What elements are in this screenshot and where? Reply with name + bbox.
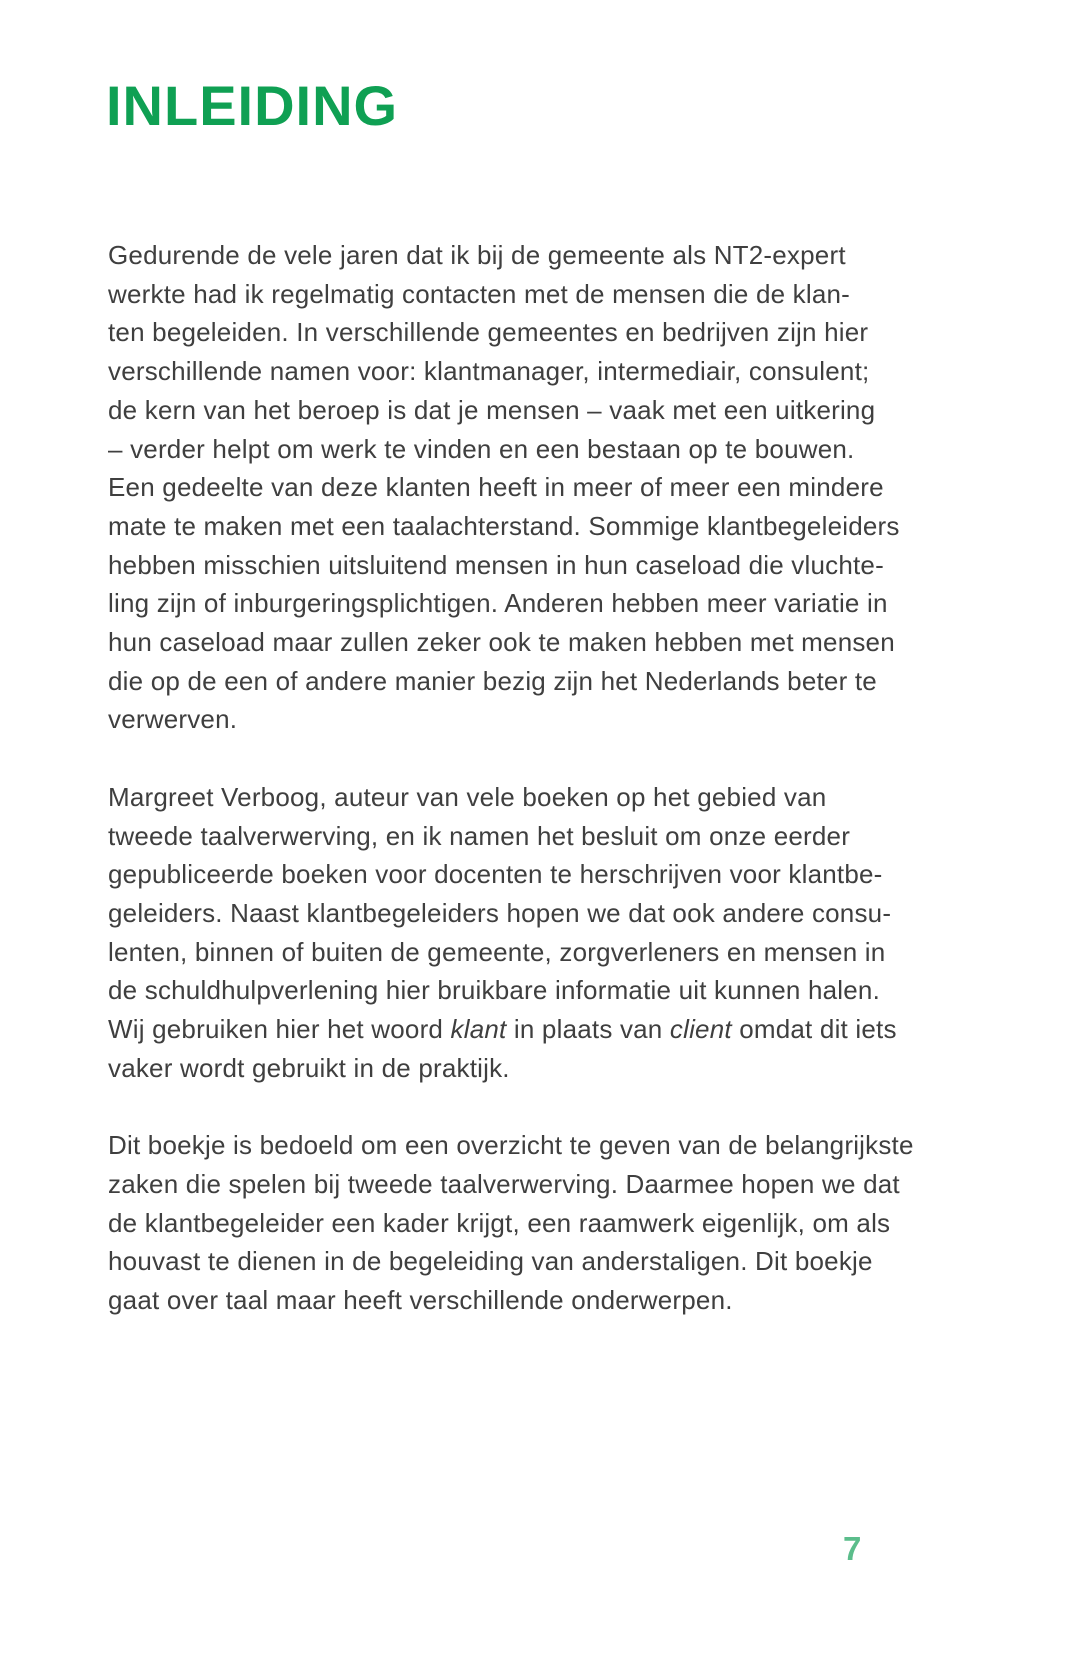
text-line: mate te maken met een taalachterstand. Sommige klantbegeleiders	[108, 510, 900, 541]
text-line: verschillende namen voor: klantmanager, intermediair, consulent;	[108, 356, 870, 387]
text-line: ten begeleiden. In verschillende gemeentes en bedrijven zijn hier	[108, 317, 869, 348]
text-line: verwerven.	[108, 704, 238, 735]
text-line: de kern van het beroep is dat je mensen – vaak met een uitkering	[108, 394, 876, 425]
text-segment: omdat dit iets	[731, 1014, 897, 1045]
text-line: vaker wordt gebruikt in de praktijk.	[108, 1052, 510, 1083]
text-line: Gedurende de vele jaren dat ik bij de gemeente als NT2-expert	[108, 240, 846, 270]
body-text	[108, 236, 1028, 1358]
text-line: houvast te dienen in de begeleiding van anderstaligen. Dit boekje	[108, 1246, 873, 1277]
paragraph-1	[108, 236, 1028, 739]
text-line: ling zijn of inburgeringsplichtigen. Anderen hebben meer variatie in	[108, 588, 888, 619]
text-line: werkte had ik regelmatig contacten met de mensen die de klan-	[108, 278, 851, 309]
text-line: Dit boekje is bedoeld om een overzicht te geven van de belangrijkste	[108, 1130, 914, 1161]
text-line: gepubliceerde boeken voor docenten te herschrijven voor klantbe-	[108, 859, 883, 890]
text-line: gaat over taal maar heeft verschillende onderwerpen.	[108, 1284, 733, 1315]
text-line: Een gedeelte van deze klanten heeft in meer of meer een mindere	[108, 472, 884, 503]
text-line: Margreet Verboog, auteur van vele boeken op het gebied van	[108, 781, 827, 812]
text-segment: Wij gebruiken hier het woord	[108, 1014, 451, 1045]
text-line: hun caseload maar zullen zeker ook te maken hebben met mensen	[108, 627, 895, 658]
text-line: lenten, binnen of buiten de gemeente, zorgverleners en mensen in	[108, 936, 886, 967]
text-segment: in plaats van	[506, 1014, 670, 1045]
italic-word-client: client	[669, 1014, 732, 1045]
text-line: hebben misschien uitsluitend mensen in hun caseload die vluchte-	[108, 549, 884, 580]
text-line: de schuldhulpverlening hier bruikbare informatie uit kunnen halen.	[108, 975, 881, 1006]
text-line: de klantbegeleider een kader krijgt, een raamwerk eigenlijk, om als	[108, 1207, 891, 1238]
text-line: die op de een of andere manier bezig zijn het Nederlands beter te	[108, 665, 877, 696]
text-line-with-italics	[108, 1010, 1028, 1049]
italic-word-klant: klant	[450, 1014, 507, 1045]
page-title: INLEIDING	[106, 74, 399, 137]
text-line: geleiders. Naast klantbegeleiders hopen we dat ook andere consu-	[108, 897, 892, 928]
text-line: zaken die spelen bij tweede taalverwerving. Daarmee hopen we dat	[108, 1168, 900, 1199]
page-number: 7	[843, 1530, 862, 1567]
text-line: – verder helpt om werk te vinden en een bestaan op te bouwen.	[108, 433, 855, 464]
paragraph-2	[108, 778, 1028, 1088]
text-line: tweede taalverwerving, en ik namen het besluit om onze eerder	[108, 820, 851, 851]
paragraph-3	[108, 1126, 1028, 1320]
